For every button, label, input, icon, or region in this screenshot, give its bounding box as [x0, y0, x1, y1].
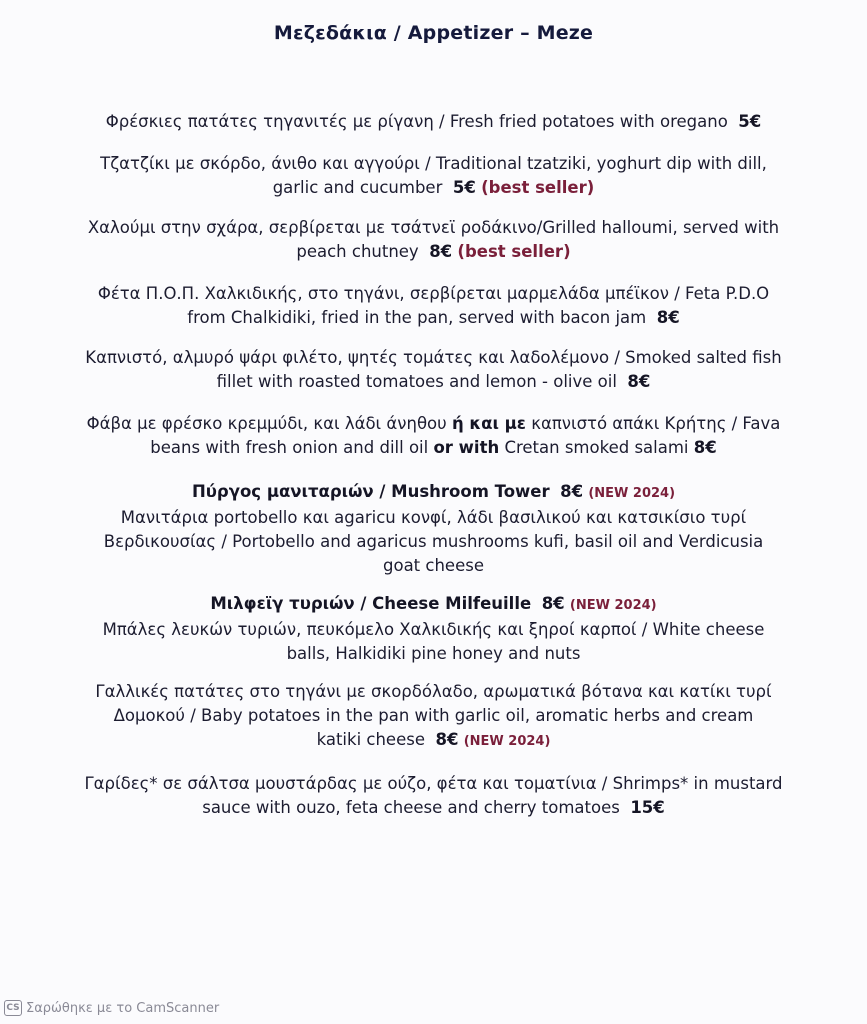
item-price: 8€: [429, 242, 453, 261]
menu-item: [40, 680, 827, 754]
item-description: Χαλούμι στην σχάρα, σερβίρεται με τσάτνεϊ ροδάκινο/Grilled halloumi, served with: [87, 218, 780, 237]
item-description: beans with fresh onion and dill oil: [150, 438, 434, 457]
item-option-emphasis: or with: [433, 438, 500, 457]
item-description: goat cheese: [383, 556, 484, 575]
best-seller-badge: (best seller): [457, 242, 571, 261]
dish-name: Πύργος μανιταριών / Mushroom Tower: [191, 482, 550, 501]
item-price: 8€: [627, 372, 651, 391]
menu-item: [40, 282, 827, 330]
item-description: balls, Halkidiki pine honey and nuts: [286, 644, 581, 663]
menu-item: [40, 412, 827, 460]
best-seller-badge: (best seller): [481, 178, 595, 197]
item-description: Μανιτάρια portobello και agaricu κονφί, λάδι βασιλικού και κατσικίσιο τυρί: [120, 508, 747, 527]
new-badge: (NEW 2024): [569, 598, 657, 613]
item-price: 8€: [693, 438, 717, 457]
new-badge: (NEW 2024): [463, 734, 551, 749]
menu-item: [40, 772, 827, 820]
item-description: fillet with roasted tomatoes and lemon - olive oil: [216, 372, 617, 391]
item-price: 5€: [738, 112, 762, 131]
item-description: garlic and cucumber: [272, 178, 443, 197]
menu-item: [40, 110, 827, 134]
item-price: 8€: [435, 730, 459, 749]
item-description: Βερδικουσίας / Portobello and agaricus mushrooms kufi, basil oil and Verdicusia: [103, 532, 764, 551]
item-description: Καπνιστό, αλμυρό ψάρι φιλέτο, ψητές τομάτες και λαδολέμονο / Smoked salted fish: [85, 348, 782, 367]
new-badge: (NEW 2024): [588, 486, 676, 501]
item-price: 8€: [656, 308, 680, 327]
menu-item: [40, 152, 827, 200]
camscanner-watermark: [4, 1000, 219, 1016]
item-description: Μπάλες λευκών τυριών, πευκόμελο Χαλκιδικής και ξηροί καρποί / White cheese: [102, 620, 765, 639]
camscanner-icon: CS: [4, 1000, 22, 1016]
item-description: Γαλλικές πατάτες στο τηγάνι με σκορδόλαδο, αρωματικά βότανα και κατίκι τυρί: [95, 682, 772, 701]
item-description: Δομοκού / Baby potatoes in the pan with garlic oil, aromatic herbs and cream: [113, 706, 754, 725]
menu-item: [40, 216, 827, 264]
item-description: καπνιστό απάκι Κρήτης / Fava: [526, 414, 781, 433]
item-description: Φέτα Π.Ο.Π. Χαλκιδικής, στο τηγάνι, σερβίρεται μαρμελάδα μπέϊκον / Feta P.D.O: [97, 284, 770, 303]
item-description: katiki cheese: [316, 730, 425, 749]
menu-item: [40, 592, 827, 666]
item-option-emphasis: ή και με: [451, 414, 526, 433]
item-description: Γαρίδες* σε σάλτσα μουστάρδας με ούζο, φέτα και τοματίνια / Shrimps* in mustard: [84, 774, 783, 793]
item-description: Φάβα με φρέσκο κρεμμύδι, και λάδι άνηθου: [86, 414, 452, 433]
section-title: Μεζεδάκια / Appetizer – Meze: [273, 22, 594, 44]
item-price: 8€: [541, 594, 565, 613]
item-description: Τζατζίκι με σκόρδο, άνιθο και αγγούρι / Traditional tzatziki, yoghurt dip with dill,: [100, 154, 767, 173]
item-description: from Chalkidiki, fried in the pan, served with bacon jam: [187, 308, 647, 327]
item-price: 5€: [452, 178, 476, 197]
dish-name: Μιλφεϊγ τυριών / Cheese Milfeuille: [210, 594, 532, 613]
item-description: Φρέσκιες πατάτες τηγανιτές με ρίγανη / Fresh fried potatoes with oregano: [105, 112, 728, 131]
item-description: Cretan smoked salami: [499, 438, 694, 457]
item-price: 8€: [560, 482, 584, 501]
item-description: sauce with ouzo, feta cheese and cherry tomatoes: [202, 798, 620, 817]
item-price: 15€: [630, 798, 665, 817]
menu-item: [40, 480, 827, 578]
menu-item: [40, 346, 827, 394]
item-description: peach chutney: [296, 242, 419, 261]
watermark-text: Σαρώθηκε με το CamScanner: [26, 1000, 220, 1016]
